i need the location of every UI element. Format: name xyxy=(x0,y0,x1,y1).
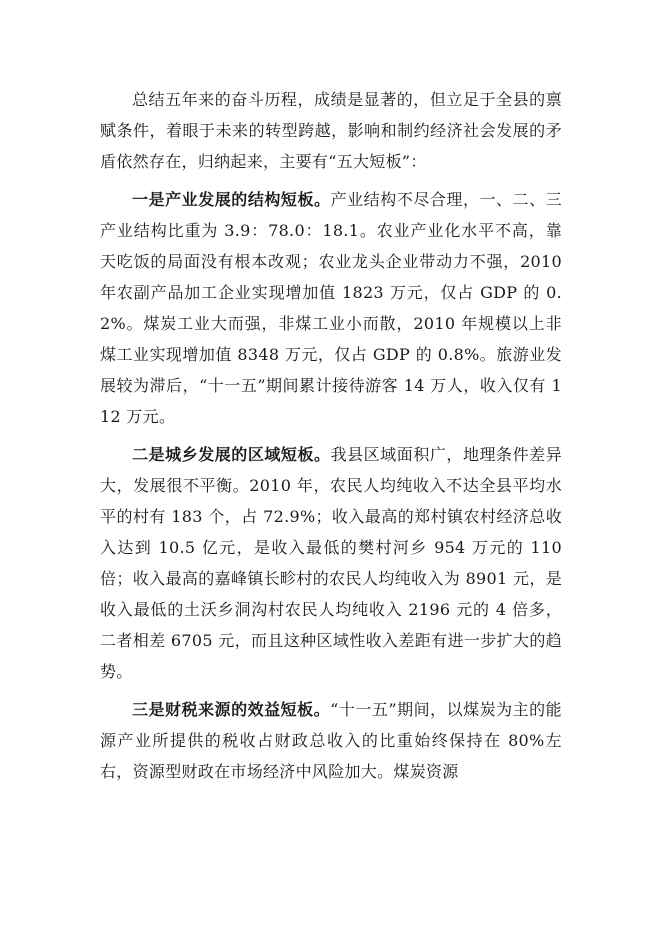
paragraph-urban-rural xyxy=(100,439,562,687)
paragraph-lead: 一是产业发展的结构短板。 xyxy=(132,190,331,209)
paragraph-body: 总结五年来的奋斗历程，成绩是显著的，但立足于全县的禀赋条件，着眼于未来的转型跨越，影响和制约经济社会发展的矛盾依然存在，归纳起来，主要有“五大短板”： xyxy=(100,90,562,171)
paragraph-body: 产业结构不尽合理，一、二、三产业结构比重为 3.9：78.0：18.1。农业产业化水平不高，靠天吃饭的局面没有根本改观；农业龙头企业带动力不强，2010 年农副产品加工企业实现增加值 1823 万元，仅占 GDP 的 0.2%。煤炭工业大而强，非煤工业小而散，2010 年规模以上非煤工业实现增加值 8348 万元，仅占 GDP 的 0.8%。旅游业发展较为滞后，“十一五”期间累计接待游客 14 万人，收入仅有 112 万元。 xyxy=(100,190,562,426)
paragraph-lead: 三是财税来源的效益短板。 xyxy=(132,700,331,719)
paragraph-industry-structure xyxy=(100,184,562,432)
paragraph-body: 我县区域面积广，地理条件差异大，发展很不平衡。2010 年，农民人均纯收入不达全县平均水平的村有 183 个，占 72.9%；收入最高的郑村镇农村经济总收入达到 10.5 亿元，是收入最低的樊村河乡 954 万元的 110 倍；收入最高的嘉峰镇长畛村的农民人均纯收入为 8901 元，是收入最低的土沃乡洞沟村农民人均纯收入 2196 元的 4 倍多，二者相差 6705 元，而且这种区域性收入差距有进一步扩大的趋势。 xyxy=(100,445,562,681)
paragraph-lead: 二是城乡发展的区域短板。 xyxy=(132,445,331,464)
paragraph-body: “十一五”期间，以煤炭为主的能源产业所提供的税收占财政总收入的比重始终保持在 80%左右，资源型财政在市场经济中风险加大。煤炭资源 xyxy=(100,700,562,781)
document-page xyxy=(100,84,562,794)
paragraph-summary xyxy=(100,84,562,177)
paragraph-fiscal xyxy=(100,694,562,787)
